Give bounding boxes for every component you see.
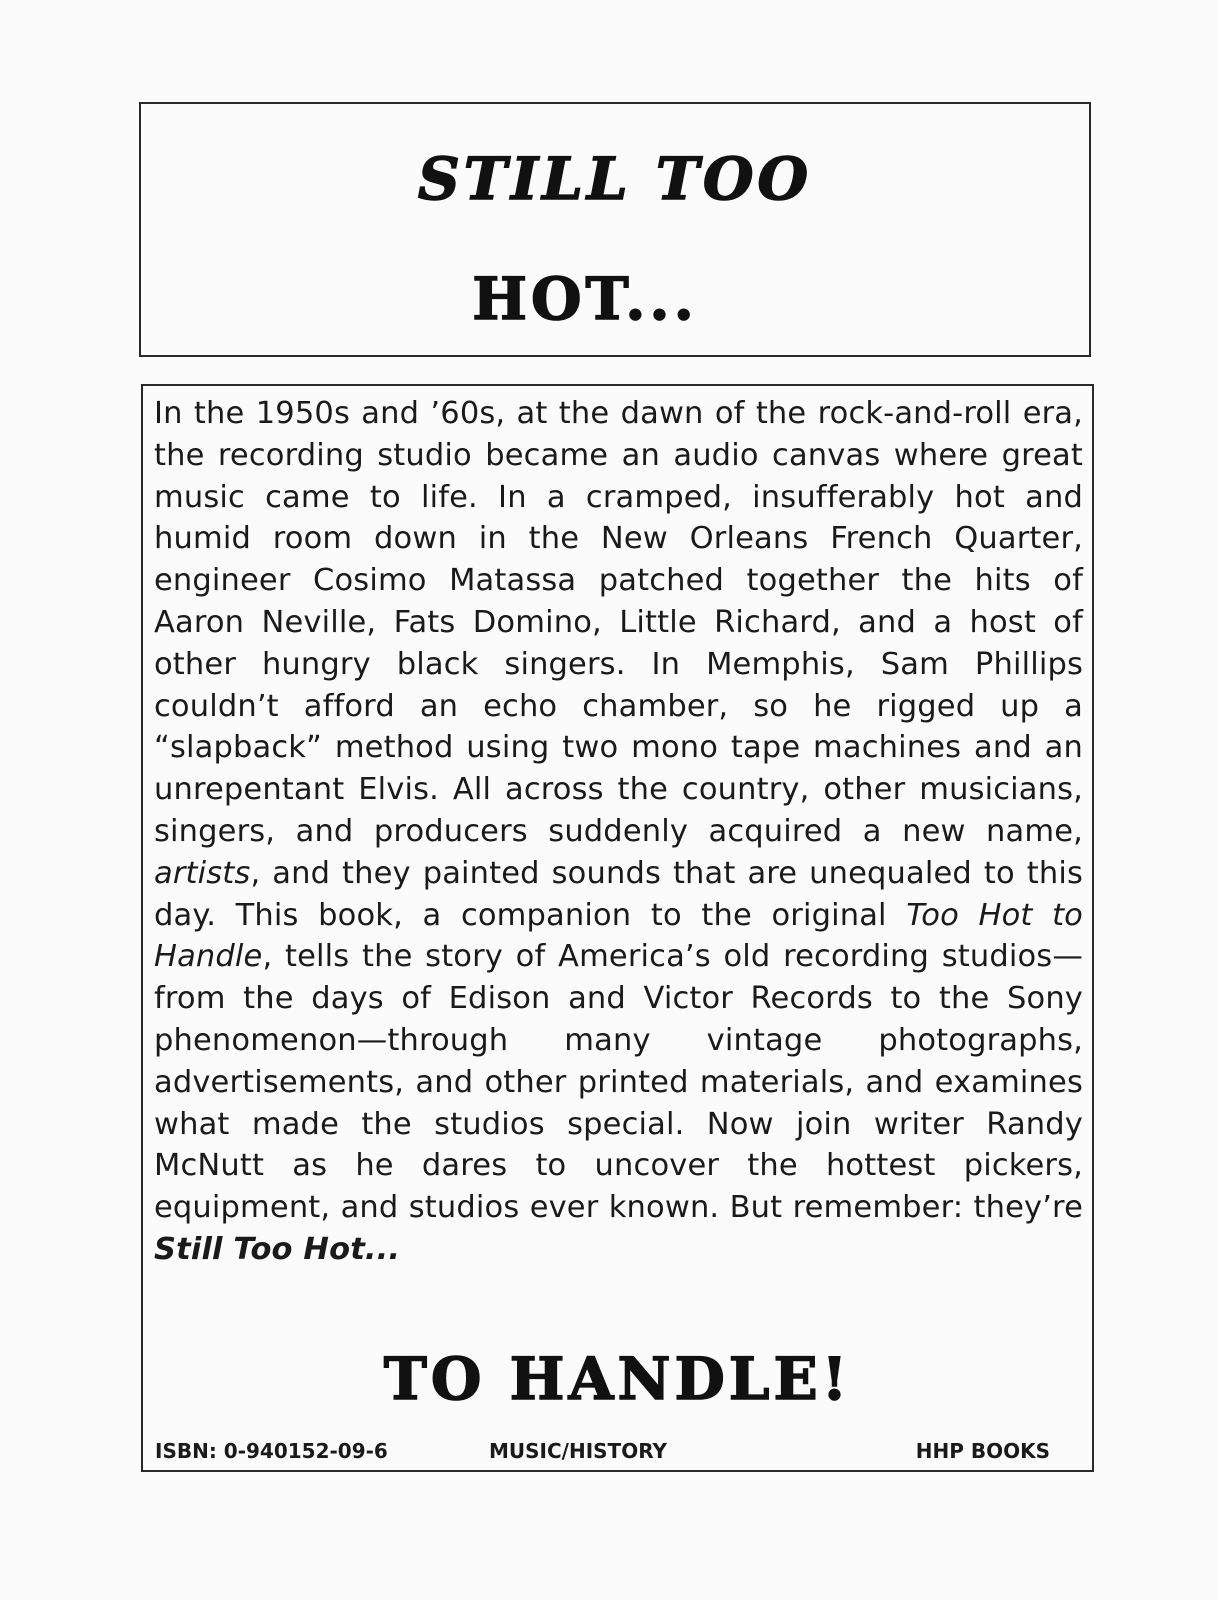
- title-panel: [139, 102, 1091, 357]
- category-label: MUSIC/HISTORY: [489, 1439, 667, 1463]
- title-line-2: HOT...: [472, 265, 698, 333]
- description-closing: Still Too Hot...: [154, 1231, 401, 1267]
- isbn-label: ISBN: 0-940152-09-6: [155, 1439, 388, 1463]
- description-text-3: , tells the story of America’s old recording studios—from the days of Edison and Victor Records to the Sony phenomenon—through many vintage photographs, advertisements, and other printed materials, and examines what made the studios special. Now join writer Randy McNutt as he dares to uncover the hottest pickers, equipment, and studios ever known. But remember: they’re: [154, 939, 1083, 1226]
- tagline: TO HANDLE!: [383, 1345, 852, 1413]
- description-panel: [141, 384, 1094, 1472]
- publisher-label: HHP BOOKS: [915, 1439, 1050, 1463]
- description-emphasis-artists: artists: [154, 855, 251, 891]
- description-book-title: Too Hot to Handle: [154, 897, 1083, 975]
- description-text-2: , and they painted sounds that are unequaled to this day. This book, a companion to the original: [154, 855, 1083, 933]
- title-line-1: STILL TOO: [417, 145, 813, 213]
- description-text-1: In the 1950s and ’60s, at the dawn of the rock-and-roll era, the recording studio became an audio canvas where great music came to life. In a cramped, insufferably hot and humid room down in the New Orleans French Quarter, engineer Cosimo Matassa patched together the hits of Aaron Neville, Fats Domino, Little Richard, and a host of other hungry black singers. In Memphis, Sam Phillips couldn’t afford an echo chamber, so he rigged up a “slapback” method using two mono tape machines and an unrepentant Elvis. All across the country, other musicians, singers, and producers suddenly acquired a new name,: [154, 396, 1083, 849]
- book-description: [154, 393, 1083, 1271]
